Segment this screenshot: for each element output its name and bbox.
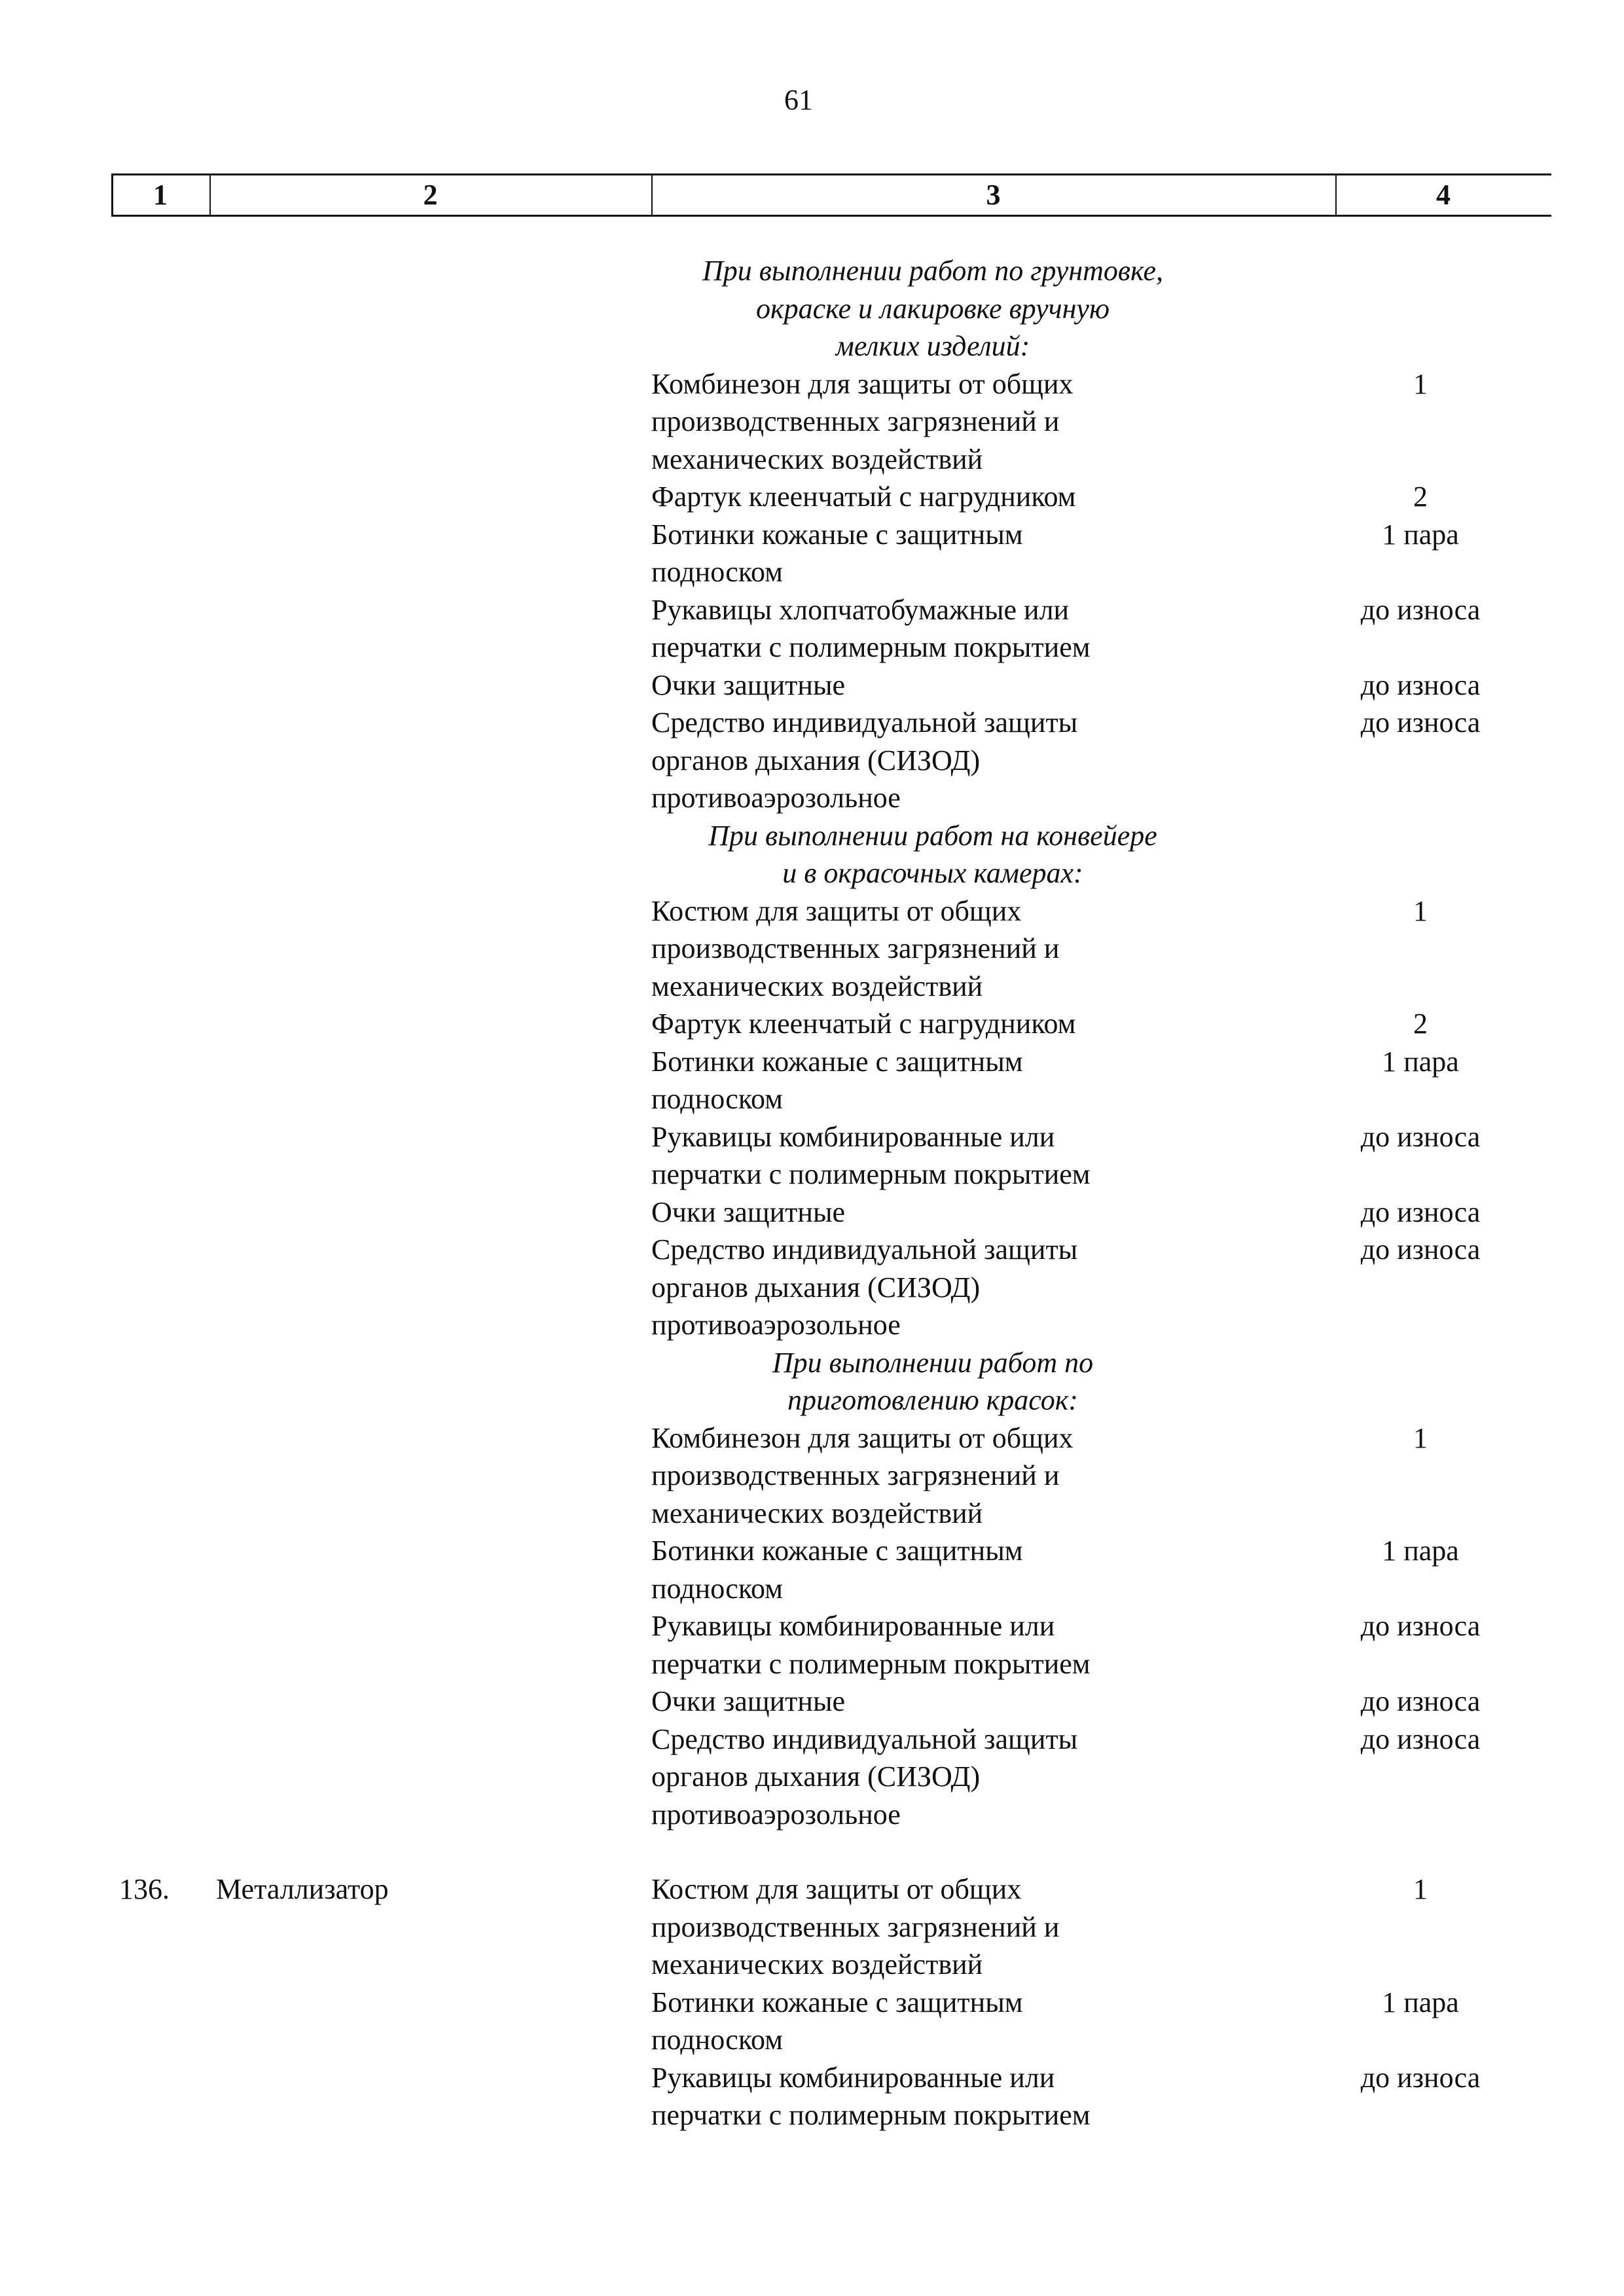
ppe-row [111,365,1551,479]
ppe-item-quantity: до износа [1360,1120,1481,1153]
ppe-item-name: Комбинезон для защиты от общих производственных загрязнений и механических воздействий [651,367,1074,475]
ppe-item-name: Рукавицы комбинированные или перчатки с полимерным покрытием [651,1610,1091,1680]
ppe-item-name: Рукавицы комбинированные или перчатки с полимерным покрытием [651,2061,1091,2131]
work-condition-heading: При выполнении работ по грунтовке, окраске и лакировке вручную мелких изделий: [702,255,1164,362]
ppe-row [111,1532,1551,1607]
ppe-item-name: Фартук клеенчатый с нагрудником [651,481,1076,513]
ppe-item-name: Костюм для защиты от общих производственных загрязнений и механических воздействий [651,894,1060,1002]
ppe-item-name: Очки защитные [651,668,846,701]
ppe-row [111,1721,1551,1834]
ppe-item-name: Рукавицы комбинированные или перчатки с полимерным покрытием [651,1120,1091,1190]
ppe-row [111,2059,1551,2134]
ppe-item-name: Ботинки кожаные с защитным подноском [651,1045,1023,1115]
ppe-row [111,666,1551,704]
ppe-item-name: Рукавицы хлопчатобумажные или перчатки с полимерным покрытием [651,593,1091,663]
ppe-item-quantity: до износа [1360,1195,1481,1228]
ppe-row [111,1419,1551,1533]
ppe-row [111,1231,1551,1344]
table-header [111,173,1551,217]
ppe-item-quantity: до износа [1360,2061,1481,2094]
entry-number: 136. [119,1873,170,1905]
ppe-item-quantity: 1 [1413,894,1428,927]
column-3-header: 3 [986,179,1001,211]
ppe-item-quantity: 1 [1413,367,1428,400]
ppe-item-quantity: до износа [1360,593,1481,626]
column-2-header: 2 [423,179,438,211]
ppe-item-quantity: до износа [1360,668,1481,701]
ppe-row [111,1683,1551,1721]
ppe-item-quantity: до износа [1360,1233,1481,1266]
ppe-row [111,1005,1551,1043]
ppe-item-quantity: 1 [1413,1873,1428,1905]
ppe-item-name: Средство индивидуальной защиты органов дыхания (СИЗОД) противоаэрозольное [651,1722,1078,1831]
column-1-header: 1 [153,179,168,211]
ppe-item-name: Ботинки кожаные с защитным подноском [651,1986,1023,2056]
ppe-item-name: Комбинезон для защиты от общих производственных загрязнений и механических воздействий [651,1421,1074,1529]
table-body [111,252,1551,2134]
ppe-item-name: Очки защитные [651,1685,846,1717]
ppe-row [111,1984,1551,2059]
ppe-row [111,591,1551,666]
column-4-header: 4 [1436,179,1451,211]
ppe-item-quantity: 1 пара [1382,1535,1459,1567]
ppe-item-name: Фартук клеенчатый с нагрудником [651,1008,1076,1040]
ppe-item-quantity: 1 пара [1382,1045,1459,1078]
ppe-item-name: Средство индивидуальной защиты органов дыхания (СИЗОД) противоаэрозольное [651,1233,1078,1341]
ppe-row [111,892,1551,1006]
ppe-item-quantity: до износа [1360,1685,1481,1717]
ppe-row [111,516,1551,591]
ppe-item-quantity: 1 пара [1382,518,1459,551]
page-number: 61 [784,84,813,116]
ppe-row [111,1118,1551,1194]
ppe-row [111,478,1551,516]
ppe-item-name: Ботинки кожаные с защитным подноском [651,1535,1023,1605]
ppe-row [111,704,1551,817]
work-condition-heading: При выполнении работ по приготовлению красок: [772,1346,1094,1416]
ppe-item-quantity: до износа [1360,706,1481,738]
ppe-item-quantity: 1 пара [1382,1986,1459,2018]
ppe-item-quantity: 2 [1413,1008,1428,1040]
ppe-row [111,1870,1551,1984]
work-condition-heading: При выполнении работ на конвейере и в окрасочных камерах: [708,819,1157,889]
profession-name: Металлизатор [216,1873,389,1905]
ppe-item-quantity: 2 [1413,481,1428,513]
ppe-row [111,1043,1551,1118]
ppe-item-name: Костюм для защиты от общих производственных загрязнений и механических воздействий [651,1873,1060,1980]
ppe-item-name: Средство индивидуальной защиты органов дыхания (СИЗОД) противоаэрозольное [651,706,1078,814]
ppe-row [111,1607,1551,1683]
ppe-row [111,1194,1551,1231]
ppe-item-name: Ботинки кожаные с защитным подноском [651,518,1023,588]
ppe-item-name: Очки защитные [651,1195,846,1228]
ppe-item-quantity: до износа [1360,1722,1481,1755]
ppe-item-quantity: 1 [1413,1421,1428,1454]
ppe-item-quantity: до износа [1360,1610,1481,1642]
